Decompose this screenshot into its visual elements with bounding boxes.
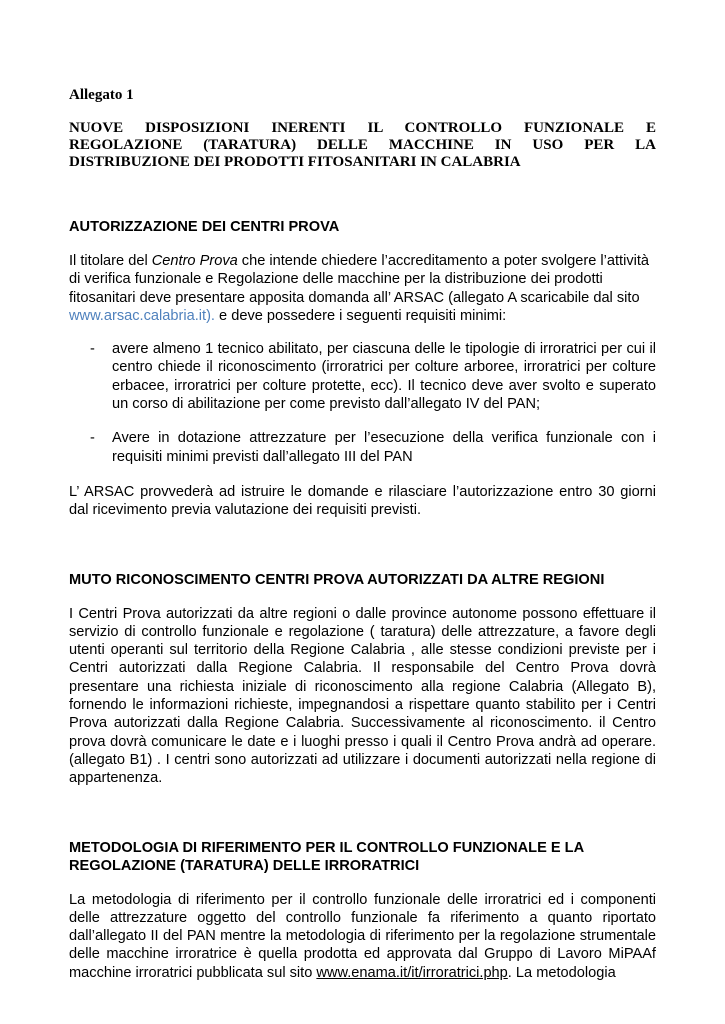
enama-link[interactable]: www.enama.it/it/irroratrici.php — [316, 964, 508, 981]
document-page — [69, 86, 656, 982]
heading-metodologia: METODOLOGIA DI RIFERIMENTO PER IL CONTROLLO FUNZIONALE E LA REGOLAZIONE (TARATURA) DELLE IRRORATRICI — [69, 839, 584, 874]
requirements-list — [69, 340, 656, 466]
document-title: NUOVE DISPOSIZIONI INERENTI IL CONTROLLO FUNZIONALE E REGOLAZIONE (TARATURA) DELLE MACCHINE IN USO PER LA DISTRIBUZIONE DEI PRODOTTI FITOSANITARI IN CALABRIA — [69, 120, 656, 170]
emphasis-centro-prova: Centro Prova — [151, 253, 238, 269]
list-item-text: Avere in dotazione attrezzature per l’esecuzione della verifica funzionale con i requisiti minimi previsti dall’allegato III del PAN — [112, 430, 656, 465]
paragraph-titolare — [69, 252, 656, 325]
paragraph-arsac: L’ ARSAC provvederà ad istruire le domande e rilasciare l’autorizzazione entro 30 giorni dal ricevimento previa valutazione dei requisiti previsti. — [69, 483, 656, 519]
arsac-link[interactable]: www.arsac.calabria.it). — [69, 307, 215, 324]
paragraph-centri-prova: I Centri Prova autorizzati da altre regioni o dalle province autonome possono effettuare il servizio di controllo funzionale e regolazione ( taratura) delle attrezzature, a favore degli utenti operanti sul territorio della Regione Calabria , alle stesse condizioni previste per i Centri autorizzati dalla Regione Calabria. Il responsabile del Centro Prova dovrà presentare una richiesta iniziale di riconoscimento alla regione Calabria (Allegato B), fornendo le informazioni richieste, impegnandosi a rispettare quanto stabilito per i Centri Prova autorizzati dalla Regione Calabria. Successivamente al riconoscimento. il Centro prova dovrà comunicare le date e i luoghi presso i quali il Centro Prova andrà ad operare. (allegato B1) . I centri sono autorizzati ad utilizzare i documenti autorizzati nella regione di appartenenza. — [69, 605, 656, 787]
list-item — [69, 429, 656, 466]
text-run: che intende chiedere l’accreditamento a poter svolgere l’attività di verifica funzionale e Regolazione delle macchine per la distribuzione dei prodotti fitosanitari deve presentare apposita domanda all’ ARSAC (allegato A scaricabile dal sito — [69, 253, 650, 306]
bullet-dash: - — [90, 430, 95, 447]
bullet-dash: - — [90, 341, 95, 358]
text-run: La metodologia di riferimento per il controllo funzionale delle irroratrici ed i componenti delle attrezzature oggetto del controllo funzionale fa riferimento a quanto riportato dall’allegato II del PAN mentre la metodologia di riferimento per la regolazione strumentale delle macchine irroratrice è quella prodotta ed approvata dal Gruppo di Lavoro MiPAAf macchine irroratrici pubblicata sul sito — [69, 891, 656, 981]
list-item-text: avere almeno 1 tecnico abilitato, per ciascuna delle le tipologie di irroratrici per cui il centro chiede il riconoscimento (irroratrici per colture arboree, irroratrici per colture erbacee, irroratrici per colture protette, ecc). Il tecnico deve aver svolto e superato un corso di abilitazione per come previsto dall’allegato IV del PAN; — [112, 341, 656, 413]
heading-autorizzazione: AUTORIZZAZIONE DEI CENTRI PROVA — [69, 219, 340, 235]
heading-muto-riconoscimento: MUTO RICONOSCIMENTO CENTRI PROVA AUTORIZZATI DA ALTRE REGIONI — [69, 571, 605, 588]
list-item — [69, 340, 656, 413]
text-run: e deve possedere i seguenti requisiti minimi: — [214, 307, 507, 324]
allegato-label: Allegato 1 — [69, 87, 134, 103]
text-run: . La metodologia — [507, 964, 616, 981]
text-run: Il titolare del — [69, 253, 152, 269]
paragraph-metodologia — [69, 891, 656, 982]
